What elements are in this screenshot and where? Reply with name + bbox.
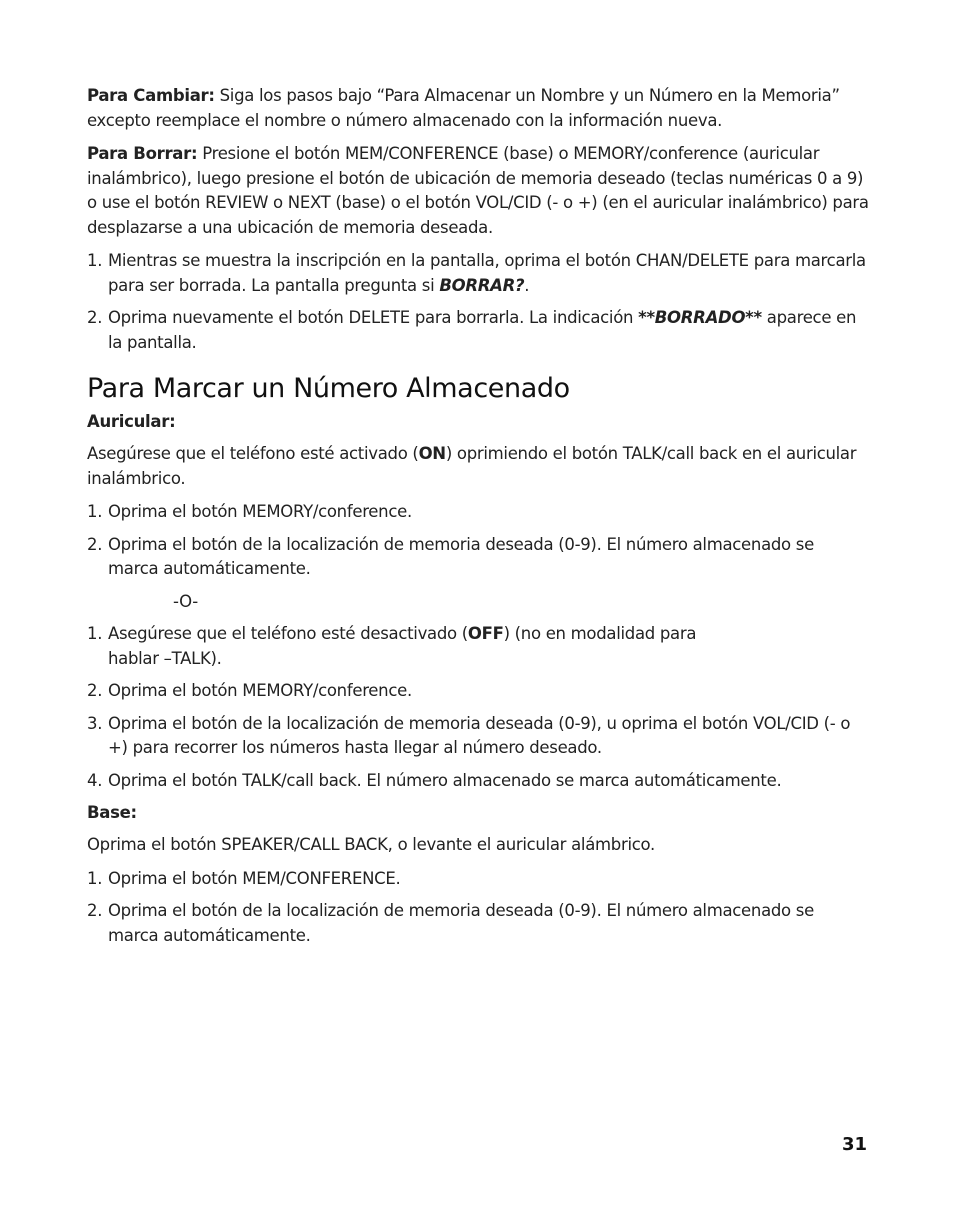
intro-bold: ON <box>418 444 446 463</box>
auricular-intro <box>87 442 869 491</box>
step-number: 2. <box>87 681 103 700</box>
step-emphasis: BORRAR? <box>439 275 525 295</box>
step-number: 3. <box>87 713 103 733</box>
manual-page <box>87 84 869 956</box>
list-item <box>87 533 869 582</box>
step-number: 1. <box>87 868 103 888</box>
base-intro: Oprima el botón SPEAKER/CALL BACK, o levante el auricular alámbrico. <box>87 835 655 854</box>
step-emphasis: **BORRADO** <box>638 308 762 327</box>
auricular-heading: Auricular: <box>87 412 176 431</box>
step-text: Oprima el botón de la localización de memoria deseada (0-9). El número almacenado se marca automáticamente. <box>108 534 814 578</box>
auricular-steps-b <box>87 622 869 793</box>
borrar-steps <box>87 249 869 355</box>
step-number: 1. <box>87 624 103 643</box>
list-item <box>87 622 869 671</box>
step-text: Oprima el botón TALK/call back. El número almacenado se marca automáticamente. <box>108 770 782 790</box>
cambiar-text: Siga los pasos bajo “Para Almacenar un Nombre y un Número en la Memoria” excepto reemplace el nombre o número almacenado con la información nueva. <box>87 86 840 130</box>
list-item <box>87 867 869 892</box>
step-text-line2: hablar –TALK). <box>108 648 222 668</box>
list-item <box>87 899 869 948</box>
base-heading: Base: <box>87 803 137 822</box>
step-text: Oprima el botón MEMORY/conference. <box>108 681 412 700</box>
step-text: Oprima el botón MEM/CONFERENCE. <box>108 868 401 888</box>
list-item <box>87 249 869 298</box>
cambiar-label: Para Cambiar: <box>87 86 215 105</box>
list-item <box>87 679 869 704</box>
list-item <box>87 306 869 355</box>
intro-text-end: ) oprimiendo el botón TALK/call back en el auricular inalámbrico. <box>87 444 857 488</box>
step-text: Oprima el botón de la localización de memoria deseada (0-9). El número almacenado se marca automáticamente. <box>108 901 814 945</box>
borrar-label: Para Borrar: <box>87 144 198 163</box>
borrar-text: Presione el botón MEM/CONFERENCE (base) o MEMORY/conference (auricular inalámbrico), luego presione el botón de ubicación de memoria deseado (teclas numéricas 0 a 9) o use el botón REVIEW o NEXT (base) o el botón VOL/CID (- o +) (en el auricular inalámbrico) para desplazarse a una ubicación de memoria deseada. <box>87 144 869 237</box>
list-item <box>87 500 869 525</box>
borrar-paragraph <box>87 142 869 240</box>
step-number: 1. <box>87 251 103 270</box>
step-number: 2. <box>87 308 103 327</box>
step-bold: OFF <box>467 624 504 643</box>
step-text-end: ) (no en modalidad para <box>503 624 697 643</box>
auricular-steps-a <box>87 500 869 582</box>
list-item <box>87 712 869 761</box>
intro-text: Asegúrese que el teléfono esté activado ( <box>87 444 419 463</box>
step-text: Oprima el botón MEMORY/conference. <box>108 502 412 521</box>
step-number: 2. <box>87 534 103 554</box>
section-title: Para Marcar un Número Almacenado <box>87 373 570 404</box>
page-number: 31 <box>841 1134 867 1155</box>
step-number: 1. <box>87 502 103 521</box>
step-text: Asegúrese que el teléfono esté desactivado ( <box>108 624 468 643</box>
step-text-end: aparece en la pantalla. <box>108 308 857 352</box>
step-text: Oprima el botón de la localización de memoria deseada (0-9), u oprima el botón VOL/CID (- o +) para recorrer los números hasta llegar al número deseado. <box>108 713 851 757</box>
cambiar-paragraph <box>87 84 869 133</box>
base-steps <box>87 867 869 949</box>
step-text: Mientras se muestra la inscripción en la pantalla, oprima el botón CHAN/DELETE para marcarla para ser borrada. La pantalla pregunta si <box>108 251 866 295</box>
step-text: Oprima nuevamente el botón DELETE para borrarla. La indicación <box>108 308 639 327</box>
or-separator: -O- <box>173 591 198 611</box>
step-number: 2. <box>87 901 103 920</box>
step-text-end: . <box>524 275 530 295</box>
step-number: 4. <box>87 770 103 790</box>
list-item <box>87 769 869 794</box>
